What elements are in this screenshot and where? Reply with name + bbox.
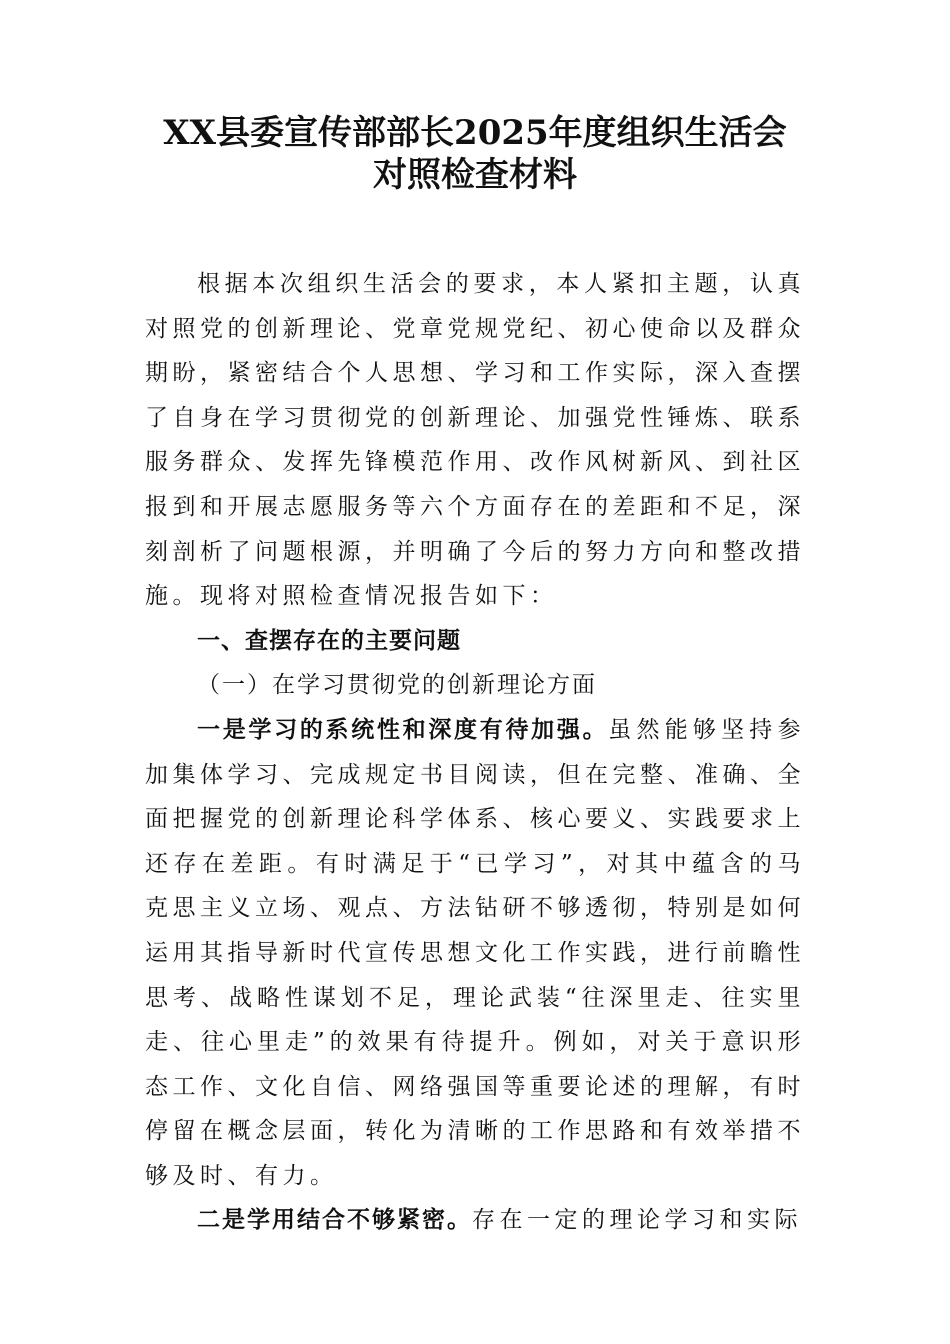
section-heading: 一、查摆存在的主要问题 bbox=[197, 627, 461, 654]
point-2-lead: 二是学用结合不够紧密。 bbox=[197, 1207, 472, 1234]
point-1-lead: 一是学习的系统性和深度有待加强。 bbox=[197, 716, 609, 743]
intro-paragraph: 根据本次组织生活会的要求，本人紧扣主题，认真对照党的创新理论、党章党规党纪、初心使命以及群众期盼，紧密结合个人思想、学习和工作实际，深入查摆了自身在学习贯彻党的创新理论、加强党性锤炼、联系服务群众、发挥先锋模范作用、改作风树新风、到社区报到和开展志愿服务等六个方面存在的差距和不足，深刻剖析了问题根源，并明确了今后的努力方向和整改措施。现将对照检查情况报告如下： bbox=[145, 271, 805, 610]
point-2-text: 存在一定的理论学习和实际 bbox=[472, 1207, 802, 1234]
point-2-paragraph bbox=[145, 1198, 805, 1243]
document-title bbox=[145, 112, 805, 196]
subsection-heading: （一）在学习贯彻党的创新理论方面 bbox=[197, 672, 597, 699]
document-page bbox=[145, 112, 805, 1243]
point-1-paragraph bbox=[145, 708, 805, 1199]
title-line-1: XX县委宣传部部长2025年度组织生活会 bbox=[163, 113, 787, 153]
document-body bbox=[145, 262, 805, 1243]
title-line-2: 对照检查材料 bbox=[373, 155, 577, 195]
point-1-text: 虽然能够坚持参加集体学习、完成规定书目阅读，但在完整、准确、全面把握党的创新理论科学体系、核心要义、实践要求上还存在差距。有时满足于“已学习”，对其中蕴含的马克思主义立场、观点、方法钻研不够透彻，特别是如何运用其指导新时代宣传思想文化工作实践，进行前瞻性思考、战略性谋划不足，理论武装“往深里走、往实里走、往心里走”的效果有待提升。例如，对关于意识形态工作、文化自信、网络强国等重要论述的理解，有时停留在概念层面，转化为清晰的工作思路和有效举措不够及时、有力。 bbox=[145, 716, 806, 1189]
